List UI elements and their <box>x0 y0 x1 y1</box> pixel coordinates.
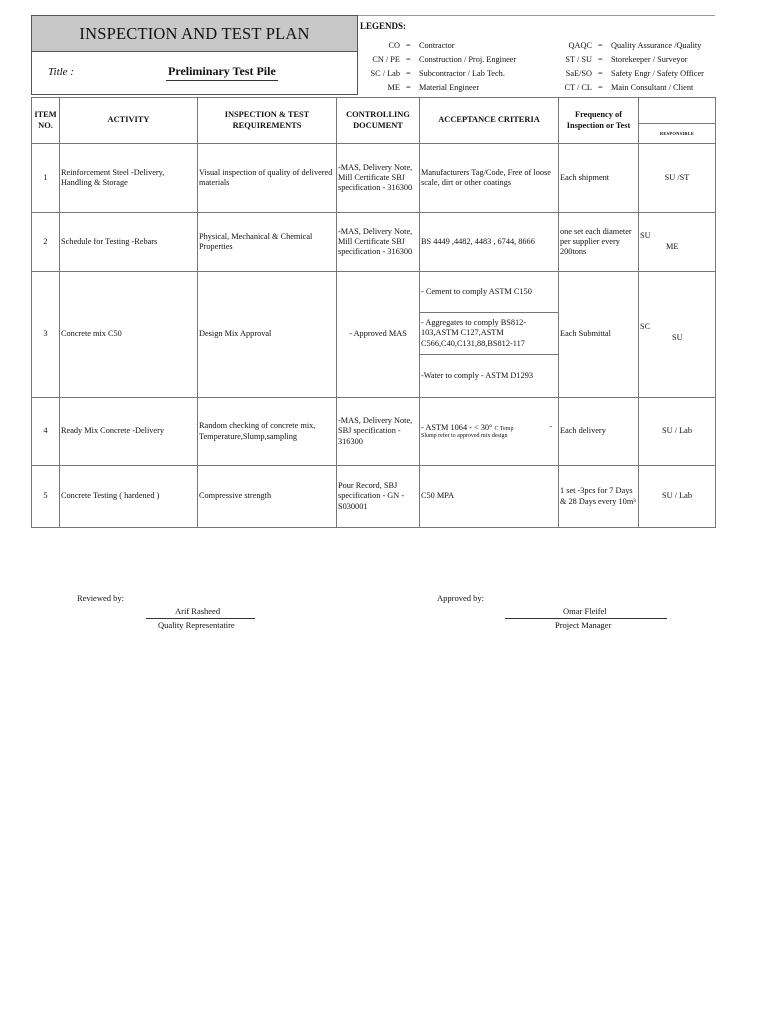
table-row <box>32 466 716 528</box>
responsible-cell: SU / Lab <box>639 466 716 528</box>
legend-meaning: Quality Assurance /Quality <box>611 41 702 50</box>
legends-heading: LEGENDS: <box>360 21 407 31</box>
reviewer-signature-line <box>146 618 255 619</box>
activity-cell: Concrete Testing ( hardened ) <box>60 466 198 528</box>
responsible-cell: SU /ST <box>639 144 716 213</box>
criteria-cell <box>420 272 559 398</box>
legend-eq: = <box>598 83 603 92</box>
requirements-cell: Visual inspection of quality of delivered materials <box>198 144 337 213</box>
approved-by-label: Approved by: <box>437 593 484 603</box>
requirements-cell: Compressive strength <box>198 466 337 528</box>
criteria-subitem: - Cement to comply ASTM C150 <box>420 272 558 313</box>
frequency-cell: one set each diameter per supplier every 200tons <box>559 213 639 272</box>
requirements-cell: Design Mix Approval <box>198 272 337 398</box>
criteria-subitem: -Water to comply - ASTM D1293 <box>421 370 534 380</box>
legend-code: CN / PE <box>372 55 400 64</box>
document-cell: Pour Record, SBJ specification - GN -S030001 <box>337 466 420 528</box>
legend-code: QAQC <box>568 41 592 50</box>
responsible-secondary: SU <box>672 333 683 342</box>
item-number: 4 <box>32 398 60 466</box>
item-number: 5 <box>32 466 60 528</box>
item-number: 3 <box>32 272 60 398</box>
legend-code: CT / CL <box>564 83 592 92</box>
frequency-cell: Each Submittal <box>559 272 639 398</box>
legend-eq: = <box>406 83 411 92</box>
frequency-cell: 1 set -3pcs for 7 Days & 28 Days every 10m³ <box>559 466 639 528</box>
title-label: Title : <box>48 66 74 78</box>
legend-code: CO <box>388 41 400 50</box>
activity-cell: Ready Mix Concrete -Delivery <box>60 398 198 466</box>
legend-meaning: Subcontractor / Lab Tech. <box>419 69 505 78</box>
legend-eq: = <box>406 41 411 50</box>
table-row <box>32 144 716 213</box>
table-row <box>32 272 716 398</box>
document-cell: - Approved MAS <box>337 272 420 398</box>
legend-code: ST / SU <box>565 55 592 64</box>
requirements-cell: Random checking of concrete mix, Temperature,Slump,sampling <box>198 398 337 466</box>
reviewer-role: Quality Representatire <box>158 620 235 630</box>
approver-name: Omar Fleifel <box>563 606 607 616</box>
col-header-responsible: RESPONSIBLE <box>639 124 716 144</box>
criteria-unit: C Temp <box>494 425 514 432</box>
criteria-subitem: - Aggregates to comply BS812-103,ASTM C127,ASTM C566,C40,C131,88,BS812-117 <box>420 313 558 355</box>
legend-eq: = <box>598 41 603 50</box>
item-number: 1 <box>32 144 60 213</box>
legend-eq: = <box>598 69 603 78</box>
criteria-mark: - <box>549 422 552 431</box>
reviewed-by-label: Reviewed by: <box>77 593 124 603</box>
activity-cell: Concrete mix C50 <box>60 272 198 398</box>
criteria-cell: C50 MPA <box>420 466 559 528</box>
col-header-requirements: INSPECTION & TEST REQUIREMENTS <box>198 98 337 144</box>
document-cell: -MAS, Delivery Note, Mill Certificate SBJ specification - 316300 <box>337 144 420 213</box>
document-cell: -MAS, Delivery Note, SBJ specification - 316300 <box>337 398 420 466</box>
criteria-cell: BS 4449 ,4482, 4483 , 6744, 8666 <box>420 213 559 272</box>
frequency-cell: Each shipment <box>559 144 639 213</box>
document-title: INSPECTION AND TEST PLAN <box>31 15 358 52</box>
criteria-cell: Manufacturers Tag/Code, Free of loose scale, dirt or other coatings <box>420 144 559 213</box>
approver-role: Project Manager <box>555 620 612 630</box>
reviewer-name: Arif Rasheed <box>175 606 221 616</box>
frequency-cell: Each delivery <box>559 398 639 466</box>
legends-panel <box>358 15 715 95</box>
legend-meaning: Storekeeper / Surveyor <box>611 55 688 64</box>
legend-meaning: Material Engineer <box>419 83 480 92</box>
criteria-cell <box>420 398 559 466</box>
responsible-cell <box>639 213 716 272</box>
requirements-cell: Physical, Mechanical & Chemical Properties <box>198 213 337 272</box>
col-header-document: CONTROLLING DOCUMENT <box>337 98 420 144</box>
criteria-note: Slump refer to approved mix design <box>421 433 508 439</box>
legend-code: ME <box>387 83 400 92</box>
legend-code: SC / Lab <box>370 69 400 78</box>
activity-cell: Schedule for Testing -Rebars <box>60 213 198 272</box>
responsible-primary: SU <box>640 231 651 240</box>
document-header <box>31 15 715 95</box>
title-row <box>31 52 358 95</box>
criteria-main: - ASTM 1064 - < 30° <box>421 422 493 432</box>
legend-code: SaE/SO <box>565 69 592 78</box>
document-cell: -MAS, Delivery Note, Mill Certificate SBJ specification - 316300 <box>337 213 420 272</box>
legend-eq: = <box>406 55 411 64</box>
legend-eq: = <box>406 69 411 78</box>
col-header-activity: ACTIVITY <box>60 98 198 144</box>
inspection-table <box>31 97 716 528</box>
col-header-blank <box>639 98 716 124</box>
header-row <box>32 98 716 124</box>
table-row <box>32 398 716 466</box>
legend-meaning: Construction / Proj. Engineer <box>419 55 517 64</box>
responsible-cell: SU / Lab <box>639 398 716 466</box>
title-value: Preliminary Test Pile <box>166 64 278 81</box>
col-header-item: ITEM NO. <box>32 98 60 144</box>
table-row <box>32 213 716 272</box>
legend-meaning: Main Consultant / Client <box>611 83 694 92</box>
responsible-primary: SC <box>640 322 651 331</box>
item-number: 2 <box>32 213 60 272</box>
approver-signature-line <box>505 618 667 619</box>
legend-meaning: Safety Engr / Safety Officer <box>611 69 704 78</box>
col-header-frequency: Frequency of Inspection or Test <box>559 98 639 144</box>
legend-meaning: Contractor <box>419 41 455 50</box>
activity-cell: Reinforcement Steel -Delivery, Handling & Storage <box>60 144 198 213</box>
responsible-secondary: ME <box>666 242 679 251</box>
legend-eq: = <box>598 55 603 64</box>
responsible-cell <box>639 272 716 398</box>
col-header-criteria: ACCEPTANCE CRITERIA <box>420 98 559 144</box>
